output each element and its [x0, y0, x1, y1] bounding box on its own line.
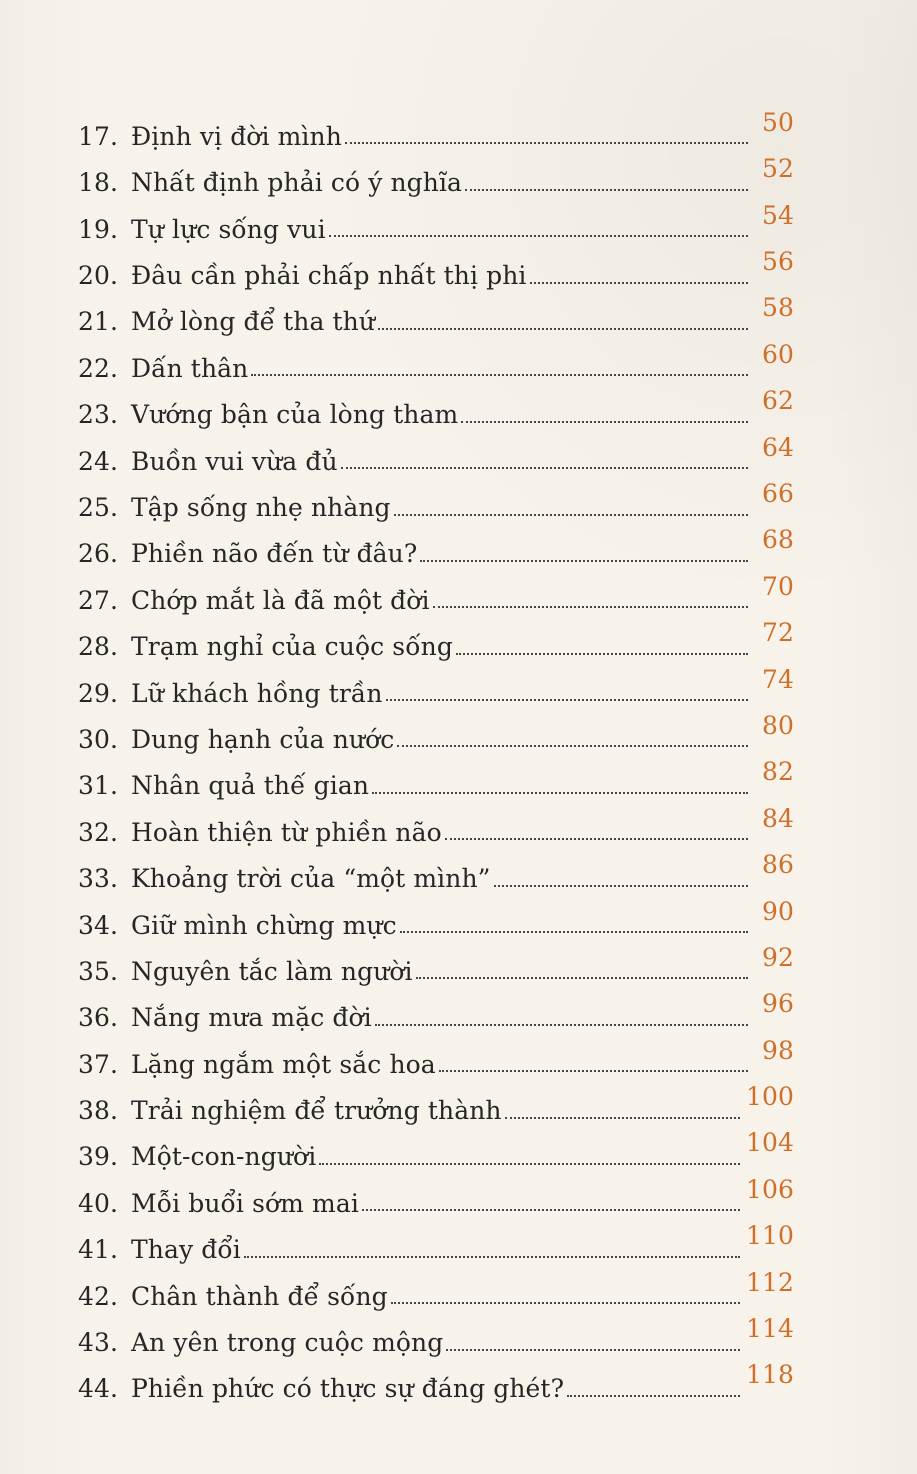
- entry-number: 25.: [78, 493, 119, 523]
- entry-page-number: 110: [745, 1221, 794, 1251]
- toc-entry: [78, 1310, 794, 1356]
- toc-entry: [78, 614, 794, 660]
- entry-page-number: 80: [761, 710, 794, 740]
- entry-title: Dấn thân: [131, 353, 249, 383]
- entry-title: Hoàn thiện từ phiền não: [131, 817, 442, 847]
- toc-entry: [78, 429, 794, 475]
- entry-page-number: 66: [761, 479, 794, 509]
- entry-number: 29.: [78, 678, 119, 708]
- toc-entry: [78, 1217, 794, 1263]
- toc-entry: [78, 475, 794, 521]
- dot-leader: [397, 745, 748, 747]
- dot-leader: [394, 514, 748, 516]
- entry-page-number: 98: [761, 1035, 794, 1065]
- entry-page-number: 84: [761, 803, 794, 833]
- entry-number: 31.: [78, 771, 119, 801]
- dot-leader: [494, 885, 748, 887]
- dot-leader: [416, 977, 748, 979]
- entry-number: 30.: [78, 724, 119, 754]
- toc-entry: [78, 1078, 794, 1124]
- entry-title: Khoảng trời của “một mình”: [131, 864, 491, 894]
- entry-number: 28.: [78, 632, 119, 662]
- toc-entry: [78, 290, 794, 336]
- entry-title: Phiền phức có thực sự đáng ghét?: [131, 1374, 565, 1404]
- entry-page-number: 104: [745, 1128, 794, 1158]
- entry-page-number: 60: [761, 339, 794, 369]
- toc-entry: [78, 1357, 794, 1403]
- entry-page-number: 86: [761, 850, 794, 880]
- dot-leader: [420, 560, 748, 562]
- entry-title: Lữ khách hồng trần: [131, 678, 383, 708]
- entry-page-number: 82: [761, 757, 794, 787]
- entry-title: Định vị đời mình: [131, 121, 342, 151]
- entry-number: 44.: [78, 1374, 119, 1404]
- entry-page-number: 96: [761, 989, 794, 1019]
- entry-title: Nắng mưa mặc đời: [131, 1003, 372, 1033]
- dot-leader: [244, 1256, 740, 1258]
- dot-leader: [445, 838, 748, 840]
- dot-leader: [319, 1163, 740, 1165]
- toc-entry: [78, 753, 794, 799]
- dot-leader: [505, 1117, 740, 1119]
- entry-page-number: 72: [761, 618, 794, 648]
- toc-entry: [78, 522, 794, 568]
- dot-leader: [439, 1070, 748, 1072]
- entry-page-number: 74: [761, 664, 794, 694]
- toc-entry: [78, 1032, 794, 1078]
- entry-page-number: 106: [745, 1174, 794, 1204]
- entry-title: Nhất định phải có ý nghĩa: [131, 168, 463, 198]
- dot-leader: [341, 467, 748, 469]
- entry-number: 21.: [78, 307, 119, 337]
- entry-number: 23.: [78, 400, 119, 430]
- entry-title: Chân thành để sống: [131, 1281, 388, 1311]
- entry-page-number: 70: [761, 571, 794, 601]
- entry-title: An yên trong cuộc mộng: [131, 1328, 444, 1358]
- dot-leader: [345, 142, 748, 144]
- entry-title: Mỗi buổi sớm mai: [131, 1188, 359, 1218]
- dot-leader: [465, 189, 748, 191]
- toc-entry: [78, 939, 794, 985]
- dot-leader: [378, 328, 748, 330]
- toc-entry: [78, 661, 794, 707]
- entry-title: Trải nghiệm để trưởng thành: [131, 1096, 502, 1126]
- entry-page-number: 118: [745, 1360, 794, 1390]
- entry-title: Nguyên tắc làm người: [131, 956, 413, 986]
- entry-page-number: 68: [761, 525, 794, 555]
- entry-title: Phiền não đến từ đâu?: [131, 539, 418, 569]
- entry-number: 18.: [78, 168, 119, 198]
- dot-leader: [329, 235, 748, 237]
- table-of-contents: [78, 104, 794, 1403]
- entry-number: 39.: [78, 1142, 119, 1172]
- entry-title: Thay đổi: [131, 1235, 241, 1265]
- toc-entry: [78, 1171, 794, 1217]
- entry-title: Đâu cần phải chấp nhất thị phi: [131, 261, 527, 291]
- entry-title: Nhân quả thế gian: [131, 771, 370, 801]
- entry-number: 38.: [78, 1096, 119, 1126]
- entry-title: Lặng ngắm một sắc hoa: [131, 1049, 436, 1079]
- toc-entry: [78, 568, 794, 614]
- entry-number: 42.: [78, 1281, 119, 1311]
- toc-entry: [78, 197, 794, 243]
- entry-number: 19.: [78, 214, 119, 244]
- entry-page-number: 112: [745, 1267, 794, 1297]
- entry-title: Dung hạnh của nước: [131, 724, 395, 754]
- entry-title: Giữ mình chừng mực: [131, 910, 397, 940]
- toc-entry: [78, 893, 794, 939]
- entry-title: Tự lực sống vui: [131, 214, 326, 244]
- entry-page-number: 54: [761, 200, 794, 230]
- entry-number: 17.: [78, 121, 119, 151]
- toc-entry: [78, 243, 794, 289]
- entry-number: 36.: [78, 1003, 119, 1033]
- dot-leader: [251, 374, 748, 376]
- dot-leader: [433, 606, 748, 608]
- entry-title: Trạm nghỉ của cuộc sống: [131, 632, 453, 662]
- entry-page-number: 90: [761, 896, 794, 926]
- entry-title: Một-con-người: [131, 1142, 317, 1172]
- entry-page-number: 52: [761, 154, 794, 184]
- dot-leader: [530, 282, 748, 284]
- toc-entry: [78, 150, 794, 196]
- entry-title: Vướng bận của lòng tham: [131, 400, 459, 430]
- entry-number: 27.: [78, 585, 119, 615]
- entry-title: Tập sống nhẹ nhàng: [131, 493, 391, 523]
- dot-leader: [391, 1302, 740, 1304]
- entry-number: 24.: [78, 446, 119, 476]
- dot-leader: [456, 653, 748, 655]
- entry-page-number: 92: [761, 942, 794, 972]
- entry-title: Chớp mắt là đã một đời: [131, 585, 430, 615]
- entry-page-number: 50: [761, 107, 794, 137]
- entry-title: Buồn vui vừa đủ: [131, 446, 338, 476]
- dot-leader: [461, 421, 748, 423]
- entry-number: 22.: [78, 353, 119, 383]
- toc-entry: [78, 846, 794, 892]
- dot-leader: [567, 1395, 740, 1397]
- dot-leader: [362, 1209, 740, 1211]
- entry-number: 33.: [78, 864, 119, 894]
- dot-leader: [375, 1024, 748, 1026]
- toc-entry: [78, 707, 794, 753]
- toc-entry: [78, 985, 794, 1031]
- entry-number: 41.: [78, 1235, 119, 1265]
- toc-entry: [78, 1125, 794, 1171]
- toc-entry: [78, 800, 794, 846]
- entry-number: 20.: [78, 261, 119, 291]
- entry-page-number: 114: [745, 1314, 794, 1344]
- entry-page-number: 64: [761, 432, 794, 462]
- entry-number: 34.: [78, 910, 119, 940]
- dot-leader: [400, 931, 748, 933]
- entry-page-number: 62: [761, 386, 794, 416]
- toc-entry: [78, 382, 794, 428]
- entry-number: 35.: [78, 956, 119, 986]
- entry-number: 40.: [78, 1188, 119, 1218]
- entry-number: 37.: [78, 1049, 119, 1079]
- entry-number: 26.: [78, 539, 119, 569]
- dot-leader: [372, 792, 748, 794]
- entry-number: 43.: [78, 1328, 119, 1358]
- toc-entry: [78, 336, 794, 382]
- entry-number: 32.: [78, 817, 119, 847]
- toc-entry: [78, 104, 794, 150]
- entry-page-number: 58: [761, 293, 794, 323]
- entry-title: Mở lòng để tha thứ: [131, 307, 376, 337]
- toc-entry: [78, 1264, 794, 1310]
- entry-page-number: 56: [761, 247, 794, 277]
- entry-page-number: 100: [745, 1082, 794, 1112]
- dot-leader: [446, 1349, 740, 1351]
- dot-leader: [386, 699, 748, 701]
